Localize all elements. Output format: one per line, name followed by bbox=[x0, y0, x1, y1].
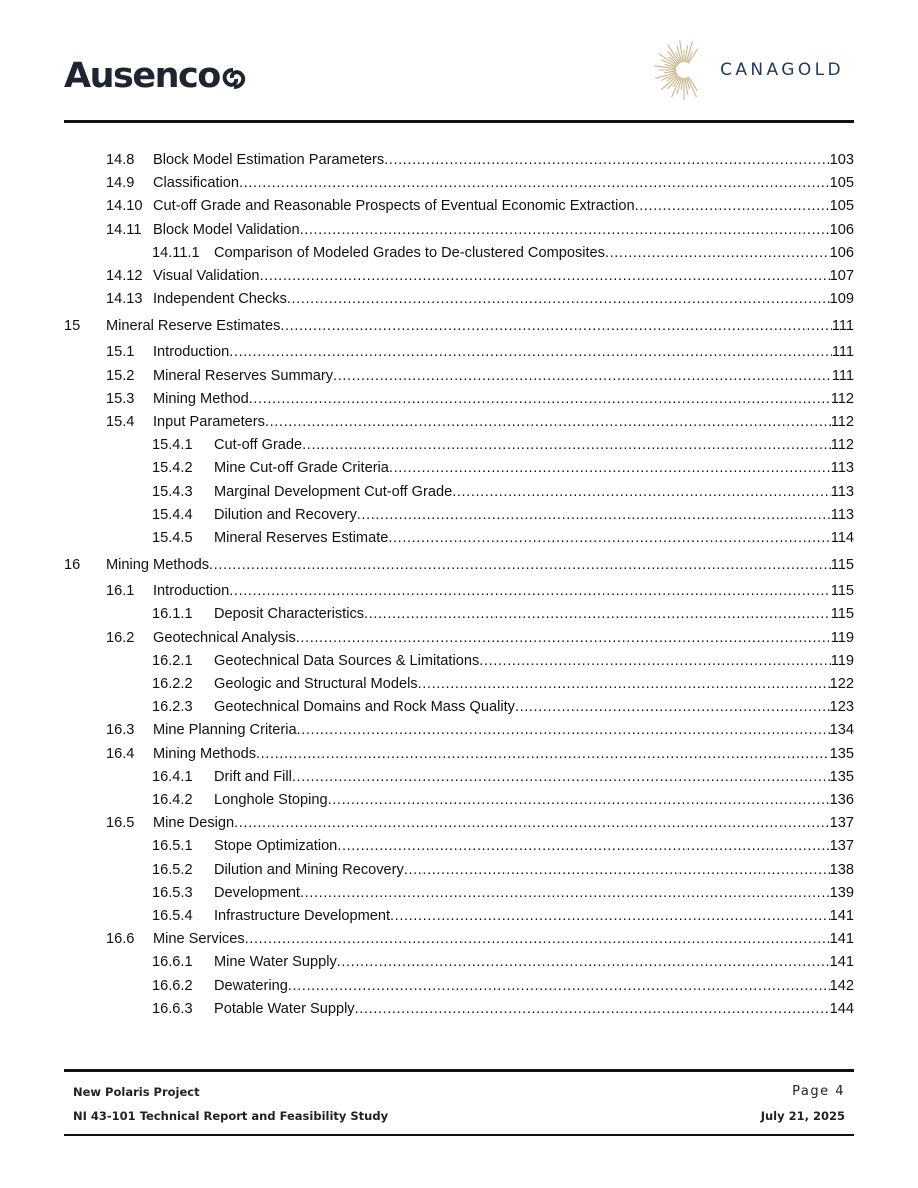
toc-leader-dots bbox=[280, 316, 831, 336]
toc-entry-page: 119 bbox=[830, 652, 854, 669]
toc-entry-page: 107 bbox=[829, 268, 854, 284]
toc-leader-dots bbox=[389, 458, 831, 478]
toc-entry[interactable] bbox=[64, 289, 854, 309]
toc-entry-title: Mine Water Supply bbox=[214, 954, 337, 971]
toc-leader-dots bbox=[292, 767, 830, 787]
toc-entry[interactable] bbox=[64, 860, 854, 880]
toc-entry[interactable] bbox=[64, 389, 854, 409]
canagold-logo bbox=[654, 38, 844, 102]
toc-entry-line bbox=[153, 173, 854, 193]
toc-entry-line bbox=[153, 744, 854, 764]
toc-entry[interactable] bbox=[64, 929, 854, 949]
toc-entry-number: 16.2 bbox=[106, 629, 135, 646]
toc-entry[interactable] bbox=[64, 952, 854, 972]
toc-entry-line bbox=[153, 342, 854, 362]
toc-entry-title: Geotechnical Domains and Rock Mass Quality bbox=[214, 699, 515, 716]
toc-leader-dots bbox=[287, 289, 830, 309]
toc-entry-line bbox=[153, 813, 854, 833]
toc-entry-page: 135 bbox=[829, 745, 854, 762]
footer-date: July 21, 2025 bbox=[760, 1109, 845, 1123]
toc-entry-number: 16.6.1 bbox=[152, 954, 193, 971]
toc-entry-page: 139 bbox=[829, 884, 854, 901]
toc-entry-number: 16.1 bbox=[106, 583, 135, 600]
toc-entry[interactable] bbox=[64, 674, 854, 694]
toc-entry-line bbox=[153, 196, 854, 216]
toc-entry-page: 112 bbox=[830, 414, 854, 430]
toc-entry-number: 14.11 bbox=[106, 221, 142, 238]
toc-entry[interactable] bbox=[64, 482, 854, 502]
toc-entry-number: 14.13 bbox=[106, 291, 143, 308]
toc-entry-line bbox=[214, 674, 854, 694]
toc-entry[interactable] bbox=[64, 628, 854, 648]
toc-entry-title: Geotechnical Analysis bbox=[153, 629, 296, 646]
toc-entry[interactable] bbox=[64, 999, 854, 1019]
toc-entry-line bbox=[214, 458, 854, 478]
toc-entry[interactable] bbox=[64, 813, 854, 833]
toc-entry-title: Cut-off Grade and Reasonable Prospects of Eventual Economic Extraction bbox=[153, 198, 635, 215]
toc-entry-number: 15 bbox=[64, 318, 81, 335]
toc-entry-number: 15.4.5 bbox=[152, 530, 193, 546]
toc-entry[interactable] bbox=[64, 196, 854, 216]
toc-leader-dots bbox=[245, 929, 830, 949]
footer-page-number: Page 4 bbox=[792, 1084, 845, 1099]
toc-entry-number: 15.3 bbox=[106, 390, 135, 407]
toc-entry-page: 141 bbox=[829, 908, 854, 924]
toc-entry-title: Stope Optimization bbox=[214, 838, 338, 855]
toc-entry-title: Mining Methods bbox=[153, 745, 257, 762]
toc-entry-page: 112 bbox=[830, 437, 854, 454]
toc-entry-page: 135 bbox=[829, 768, 854, 785]
toc-entry-title: Block Model Estimation Parameters bbox=[153, 152, 385, 168]
toc-leader-dots bbox=[452, 482, 831, 502]
toc-entry[interactable] bbox=[64, 697, 854, 717]
toc-entry-number: 16 bbox=[64, 557, 81, 574]
toc-entry-number: 16.6.2 bbox=[152, 977, 193, 994]
toc-entry-line bbox=[153, 929, 854, 949]
toc-entry[interactable] bbox=[64, 173, 854, 193]
toc-entry-title: Introduction bbox=[153, 344, 230, 361]
toc-entry-title: Dilution and Mining Recovery bbox=[214, 861, 404, 878]
toc-entry-number: 14.8 bbox=[106, 152, 135, 168]
toc-leader-dots bbox=[337, 836, 829, 856]
toc-entry[interactable] bbox=[64, 366, 854, 386]
toc-entry-number: 16.5.2 bbox=[152, 861, 193, 878]
toc-entry-line bbox=[153, 720, 854, 740]
toc-leader-dots bbox=[357, 505, 831, 525]
toc-entry-page: 111 bbox=[831, 344, 854, 361]
toc-entry[interactable] bbox=[64, 906, 854, 926]
toc-entry-line bbox=[214, 604, 854, 624]
toc-entry[interactable] bbox=[64, 883, 854, 903]
toc-entry-number: 15.4.2 bbox=[152, 460, 193, 477]
toc-entry-title: Drift and Fill bbox=[214, 768, 292, 785]
ausenco-swirl-icon bbox=[219, 66, 249, 92]
toc-entry[interactable] bbox=[64, 720, 854, 740]
toc-entry-number: 15.4.4 bbox=[152, 506, 193, 523]
toc-entry-title: Geotechnical Data Sources & Limitations bbox=[214, 652, 480, 669]
toc-entry-line bbox=[214, 976, 854, 996]
toc-entry-line bbox=[153, 412, 854, 432]
toc-entry-page: 111 bbox=[831, 367, 854, 384]
toc-entry-line bbox=[214, 767, 854, 787]
toc-entry-number: 16.5.4 bbox=[152, 908, 193, 924]
toc-leader-dots bbox=[333, 366, 832, 386]
toc-entry-number: 16.4.1 bbox=[152, 768, 193, 785]
toc-entry-title: Comparison of Modeled Grades to De-clustered Composites bbox=[214, 244, 605, 261]
toc-leader-dots bbox=[388, 528, 830, 548]
toc-entry-page: 113 bbox=[830, 483, 854, 500]
toc-entry-number: 16.2.1 bbox=[152, 652, 193, 669]
toc-entry-title: Mineral Reserves Estimate bbox=[214, 530, 389, 546]
toc-leader-dots bbox=[256, 744, 830, 764]
toc-entry-number: 16.5.1 bbox=[152, 838, 193, 855]
toc-entry-line bbox=[153, 389, 854, 409]
toc-entry-number: 16.6.3 bbox=[152, 1000, 193, 1017]
toc-entry-title: Geologic and Structural Models bbox=[214, 676, 418, 692]
toc-leader-dots bbox=[635, 196, 830, 216]
toc-entry-title: Cut-off Grade bbox=[214, 437, 303, 454]
page-header bbox=[64, 0, 854, 124]
toc-entry-page: 141 bbox=[829, 931, 854, 948]
toc-leader-dots bbox=[239, 173, 830, 193]
toc-leader-dots bbox=[479, 651, 830, 671]
toc-entry-title: Potable Water Supply bbox=[214, 1000, 355, 1017]
footer-rule-top bbox=[64, 1069, 854, 1072]
toc-entry[interactable] bbox=[64, 435, 854, 455]
toc-entry[interactable] bbox=[64, 555, 854, 575]
toc-entry-line bbox=[214, 860, 854, 880]
toc-entry-number: 15.2 bbox=[106, 367, 135, 384]
toc-entry-line bbox=[153, 220, 854, 240]
toc-entry-page: 113 bbox=[830, 460, 854, 477]
toc-leader-dots bbox=[404, 860, 830, 880]
toc-entry-line bbox=[214, 952, 854, 972]
toc-entry[interactable] bbox=[64, 505, 854, 525]
toc-entry[interactable] bbox=[64, 604, 854, 624]
toc-entry-line bbox=[214, 836, 854, 856]
toc-entry[interactable] bbox=[64, 767, 854, 787]
toc-entry-page: 119 bbox=[830, 629, 854, 646]
toc-entry-line bbox=[214, 999, 854, 1019]
toc-entry-page: 141 bbox=[829, 954, 854, 971]
toc-entry-line bbox=[214, 243, 854, 263]
toc-entry-number: 14.9 bbox=[106, 175, 135, 192]
toc-leader-dots bbox=[337, 952, 830, 972]
toc-entry-page: 137 bbox=[829, 838, 854, 855]
toc-entry-title: Mining Methods bbox=[106, 557, 210, 574]
toc-entry-number: 16.5.3 bbox=[152, 884, 193, 901]
ausenco-logo-text: Ausenco bbox=[64, 56, 220, 96]
canagold-sun-icon bbox=[654, 38, 710, 102]
toc-entry-title: Mineral Reserves Summary bbox=[153, 367, 334, 384]
toc-leader-dots bbox=[328, 790, 830, 810]
toc-entry-page: 115 bbox=[830, 606, 854, 623]
toc-entry-number: 14.10 bbox=[106, 198, 143, 215]
toc-entry[interactable] bbox=[64, 243, 854, 263]
toc-entry-line bbox=[214, 435, 854, 455]
toc-entry-number: 16.4.2 bbox=[152, 792, 193, 808]
toc-leader-dots bbox=[229, 581, 830, 601]
toc-entry-page: 115 bbox=[830, 583, 854, 600]
toc-entry-number: 14.12 bbox=[106, 268, 143, 284]
toc-leader-dots bbox=[384, 150, 829, 170]
toc-leader-dots bbox=[390, 906, 830, 926]
toc-entry-page: 114 bbox=[830, 530, 854, 546]
footer-project-name: New Polaris Project bbox=[73, 1085, 200, 1099]
toc-entry[interactable] bbox=[64, 790, 854, 810]
toc-entry-title: Independent Checks bbox=[153, 291, 287, 308]
toc-entry-number: 15.4.3 bbox=[152, 483, 193, 500]
toc-entry-title: Mine Services bbox=[153, 931, 245, 948]
toc-entry[interactable] bbox=[64, 976, 854, 996]
toc-entry-title: Infrastructure Development bbox=[214, 908, 391, 924]
toc-leader-dots bbox=[355, 999, 830, 1019]
toc-entry-line bbox=[106, 316, 854, 336]
toc-entry-line bbox=[214, 697, 854, 717]
toc-entry-number: 16.5 bbox=[106, 815, 135, 832]
toc-leader-dots bbox=[234, 813, 830, 833]
toc-leader-dots bbox=[300, 883, 830, 903]
toc-entry-page: 106 bbox=[829, 244, 854, 261]
toc-entry-title: Block Model Validation bbox=[153, 221, 300, 238]
toc-leader-dots bbox=[296, 628, 831, 648]
toc-entry-title: Visual Validation bbox=[153, 268, 260, 284]
toc-leader-dots bbox=[288, 976, 830, 996]
toc-entry[interactable] bbox=[64, 458, 854, 478]
toc-entry-line bbox=[153, 581, 854, 601]
toc-leader-dots bbox=[209, 555, 831, 575]
toc-entry-line bbox=[214, 651, 854, 671]
toc-entry-page: 122 bbox=[829, 676, 854, 692]
toc-entry-line bbox=[214, 482, 854, 502]
toc-entry-title: Mineral Reserve Estimates bbox=[106, 318, 281, 335]
toc-entry[interactable] bbox=[64, 836, 854, 856]
toc-entry[interactable] bbox=[64, 266, 854, 286]
toc-entry-page: 103 bbox=[829, 152, 854, 168]
toc-entry-title: Longhole Stoping bbox=[214, 792, 328, 808]
toc-entry[interactable] bbox=[64, 150, 854, 170]
ausenco-logo bbox=[64, 56, 249, 96]
toc-entry-line bbox=[153, 366, 854, 386]
toc-entry-title: Development bbox=[214, 884, 300, 901]
toc-entry-page: 105 bbox=[829, 198, 854, 215]
toc-entry-number: 15.4.1 bbox=[152, 437, 193, 454]
toc-entry-number: 16.1.1 bbox=[152, 606, 193, 623]
toc-entry[interactable] bbox=[64, 412, 854, 432]
toc-entry-page: 136 bbox=[829, 792, 854, 808]
toc-entry[interactable] bbox=[64, 528, 854, 548]
toc-entry-line bbox=[214, 906, 854, 926]
toc-entry-page: 111 bbox=[831, 318, 854, 335]
toc-entry-title: Classification bbox=[153, 175, 239, 192]
header-rule bbox=[64, 120, 854, 123]
toc-entry-title: Dewatering bbox=[214, 977, 288, 994]
toc-leader-dots bbox=[302, 435, 831, 455]
toc-entry-title: Deposit Characteristics bbox=[214, 606, 365, 623]
toc-entry-page: 134 bbox=[829, 722, 854, 739]
toc-entry-title: Mine Cut-off Grade Criteria bbox=[214, 460, 389, 477]
toc-entry-title: Marginal Development Cut-off Grade bbox=[214, 483, 453, 500]
toc-entry-line bbox=[214, 790, 854, 810]
toc-leader-dots bbox=[229, 342, 832, 362]
footer-rule-bottom bbox=[64, 1134, 854, 1136]
toc-entry-line bbox=[153, 150, 854, 170]
toc-leader-dots bbox=[364, 604, 831, 624]
toc-entry-page: 138 bbox=[829, 861, 854, 878]
toc-leader-dots bbox=[605, 243, 830, 263]
toc-entry-number: 16.4 bbox=[106, 745, 135, 762]
toc-entry[interactable] bbox=[64, 651, 854, 671]
toc-entry-title: Mining Method bbox=[153, 390, 249, 407]
toc-entry-number: 16.2.2 bbox=[152, 676, 193, 692]
toc-entry-title: Mine Design bbox=[153, 815, 235, 832]
toc-entry-title: Introduction bbox=[153, 583, 230, 600]
toc-entry[interactable] bbox=[64, 581, 854, 601]
toc-entry-title: Mine Planning Criteria bbox=[153, 722, 297, 739]
footer-report-title: NI 43-101 Technical Report and Feasibility Study bbox=[73, 1109, 389, 1123]
toc-leader-dots bbox=[249, 389, 831, 409]
toc-entry-page: 105 bbox=[829, 175, 854, 192]
toc-entry-page: 137 bbox=[829, 815, 854, 832]
toc-entry[interactable] bbox=[64, 220, 854, 240]
toc-entry-page: 113 bbox=[830, 506, 854, 523]
toc-entry[interactable] bbox=[64, 316, 854, 336]
toc-entry-page: 109 bbox=[829, 291, 854, 308]
toc-leader-dots bbox=[265, 412, 831, 432]
toc-entry-page: 112 bbox=[830, 390, 854, 407]
toc-leader-dots bbox=[300, 220, 830, 240]
toc-entry-line bbox=[214, 883, 854, 903]
toc-entry-page: 123 bbox=[829, 699, 854, 716]
toc-entry-number: 15.1 bbox=[106, 344, 135, 361]
toc-entry-number: 16.6 bbox=[106, 931, 135, 948]
toc-entry-line bbox=[214, 505, 854, 525]
toc-leader-dots bbox=[297, 720, 830, 740]
toc-entry-line bbox=[153, 289, 854, 309]
toc-entry-line bbox=[214, 528, 854, 548]
toc-entry-number: 15.4 bbox=[106, 414, 135, 430]
toc-entry-title: Dilution and Recovery bbox=[214, 506, 357, 523]
toc-entry-number: 14.11.1 bbox=[152, 244, 200, 261]
toc-entry-line bbox=[153, 628, 854, 648]
toc-leader-dots bbox=[260, 266, 830, 286]
toc-entry-number: 16.3 bbox=[106, 722, 135, 739]
toc-leader-dots bbox=[418, 674, 830, 694]
toc-entry-page: 142 bbox=[829, 977, 854, 994]
toc-entry-page: 115 bbox=[830, 557, 854, 574]
toc-entry[interactable] bbox=[64, 342, 854, 362]
canagold-logo-text: CANAGOLD bbox=[720, 60, 844, 80]
toc-entry-number: 16.2.3 bbox=[152, 699, 193, 716]
toc-entry[interactable] bbox=[64, 744, 854, 764]
toc-entry-page: 144 bbox=[829, 1000, 854, 1017]
toc-leader-dots bbox=[515, 697, 830, 717]
toc-entry-line bbox=[153, 266, 854, 286]
toc-entry-title: Input Parameters bbox=[153, 414, 265, 430]
toc-entry-page: 106 bbox=[829, 221, 854, 238]
toc-entry-line bbox=[106, 555, 854, 575]
